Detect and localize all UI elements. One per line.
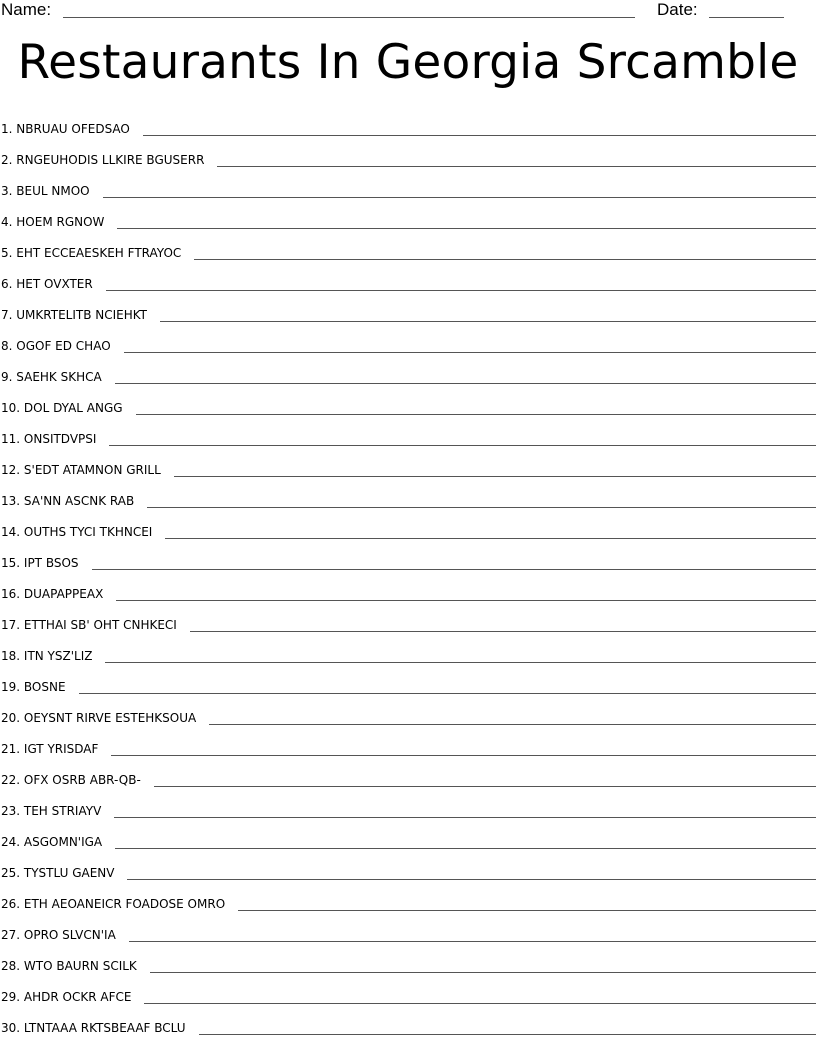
list-item: [0, 943, 816, 974]
list-item: [0, 447, 816, 478]
scrambled-word: 30. LTNTAAA RKTSBEAAF BCLU: [1, 1021, 186, 1035]
scrambled-word: 29. AHDR OCKR AFCE: [1, 990, 132, 1004]
answer-line[interactable]: [116, 600, 816, 601]
answer-line[interactable]: [238, 910, 816, 911]
list-item: [0, 912, 816, 943]
date-line[interactable]: [709, 17, 784, 18]
answer-line[interactable]: [147, 507, 816, 508]
scrambled-word: 12. S'EDT ATAMNON GRILL: [1, 463, 161, 477]
answer-line[interactable]: [114, 817, 816, 818]
list-item: [0, 385, 816, 416]
answer-line[interactable]: [143, 135, 816, 136]
scrambled-word: 25. TYSTLU GAENV: [1, 866, 115, 880]
answer-line[interactable]: [127, 879, 816, 880]
answer-line[interactable]: [124, 352, 816, 353]
list-item: [0, 633, 816, 664]
answer-line[interactable]: [174, 476, 816, 477]
header-row: [0, 0, 816, 24]
list-item: [0, 850, 816, 881]
answer-line[interactable]: [79, 693, 816, 694]
list-item: [0, 168, 816, 199]
list-item: [0, 757, 816, 788]
answer-line[interactable]: [154, 786, 816, 787]
scrambled-word: 14. OUTHS TYCI TKHNCEI: [1, 525, 153, 539]
answer-line[interactable]: [115, 848, 816, 849]
scrambled-word: 28. WTO BAURN SCILK: [1, 959, 137, 973]
list-item: [0, 478, 816, 509]
scrambled-word: 16. DUAPAPPEAX: [1, 587, 104, 601]
scrambled-word: 9. SAEHK SKHCA: [1, 370, 102, 384]
scrambled-word: 21. IGT YRISDAF: [1, 742, 99, 756]
name-label: Name:: [1, 0, 52, 19]
list-item: [0, 230, 816, 261]
list-item: [0, 416, 816, 447]
scrambled-word: 23. TEH STRIAYV: [1, 804, 102, 818]
answer-line[interactable]: [111, 755, 816, 756]
scrambled-word: 15. IPT BSOS: [1, 556, 79, 570]
scrambled-word: 11. ONSITDVPSI: [1, 432, 97, 446]
scrambled-word: 17. ETTHAI SB' OHT CNHKECI: [1, 618, 177, 632]
scrambled-word: 26. ETH AEOANEICR FOADOSE OMRO: [1, 897, 226, 911]
list-item: [0, 602, 816, 633]
answer-line[interactable]: [106, 290, 816, 291]
answer-line[interactable]: [150, 972, 816, 973]
scrambled-word: 20. OEYSNT RIRVE ESTEHKSOUA: [1, 711, 197, 725]
list-item: [0, 509, 816, 540]
scrambled-word: 27. OPRO SLVCN'IA: [1, 928, 116, 942]
answer-line[interactable]: [199, 1034, 816, 1035]
answer-line[interactable]: [105, 662, 816, 663]
answer-line[interactable]: [217, 166, 816, 167]
list-item: [0, 695, 816, 726]
scrambled-word: 2. RNGEUHODIS LLKIRE BGUSERR: [1, 153, 205, 167]
answer-line[interactable]: [194, 259, 816, 260]
list-item: [0, 664, 816, 695]
date-label: Date:: [657, 0, 698, 19]
list-item: [0, 974, 816, 1005]
answer-line[interactable]: [115, 383, 816, 384]
scrambled-word: 10. DOL DYAL ANGG: [1, 401, 123, 415]
answer-line[interactable]: [190, 631, 816, 632]
answer-line[interactable]: [103, 197, 816, 198]
list-item: [0, 540, 816, 571]
answer-line[interactable]: [160, 321, 816, 322]
list-item: [0, 106, 816, 137]
scrambled-word: 3. BEUL NMOO: [1, 184, 90, 198]
answer-line[interactable]: [144, 1003, 816, 1004]
list-item: [0, 571, 816, 602]
list-item: [0, 199, 816, 230]
scrambled-word: 5. EHT ECCEAESKEH FTRAYOC: [1, 246, 182, 260]
scrambled-word: 22. OFX OSRB ABR-QB-: [1, 773, 141, 787]
list-item: [0, 819, 816, 850]
scrambled-word: 8. OGOF ED CHAO: [1, 339, 111, 353]
scramble-list: [0, 106, 816, 1036]
name-line[interactable]: [63, 17, 635, 18]
list-item: [0, 323, 816, 354]
answer-line[interactable]: [129, 941, 816, 942]
list-item: [0, 1005, 816, 1036]
scrambled-word: 4. HOEM RGNOW: [1, 215, 105, 229]
list-item: [0, 354, 816, 385]
answer-line[interactable]: [92, 569, 816, 570]
page-title: Restaurants In Georgia Srcamble: [17, 35, 799, 90]
scrambled-word: 6. HET OVXTER: [1, 277, 93, 291]
list-item: [0, 137, 816, 168]
answer-line[interactable]: [209, 724, 816, 725]
scrambled-word: 19. BOSNE: [1, 680, 66, 694]
scrambled-word: 18. ITN YSZ'LIZ: [1, 649, 93, 663]
list-item: [0, 881, 816, 912]
answer-line[interactable]: [117, 228, 816, 229]
list-item: [0, 292, 816, 323]
list-item: [0, 261, 816, 292]
scrambled-word: 1. NBRUAU OFEDSAO: [1, 122, 130, 136]
list-item: [0, 788, 816, 819]
scrambled-word: 24. ASGOMN'IGA: [1, 835, 103, 849]
list-item: [0, 726, 816, 757]
answer-line[interactable]: [136, 414, 816, 415]
scrambled-word: 13. SA'NN ASCNK RAB: [1, 494, 135, 508]
answer-line[interactable]: [109, 445, 816, 446]
scrambled-word: 7. UMKRTELITB NCIEHKT: [1, 308, 148, 322]
answer-line[interactable]: [165, 538, 816, 539]
